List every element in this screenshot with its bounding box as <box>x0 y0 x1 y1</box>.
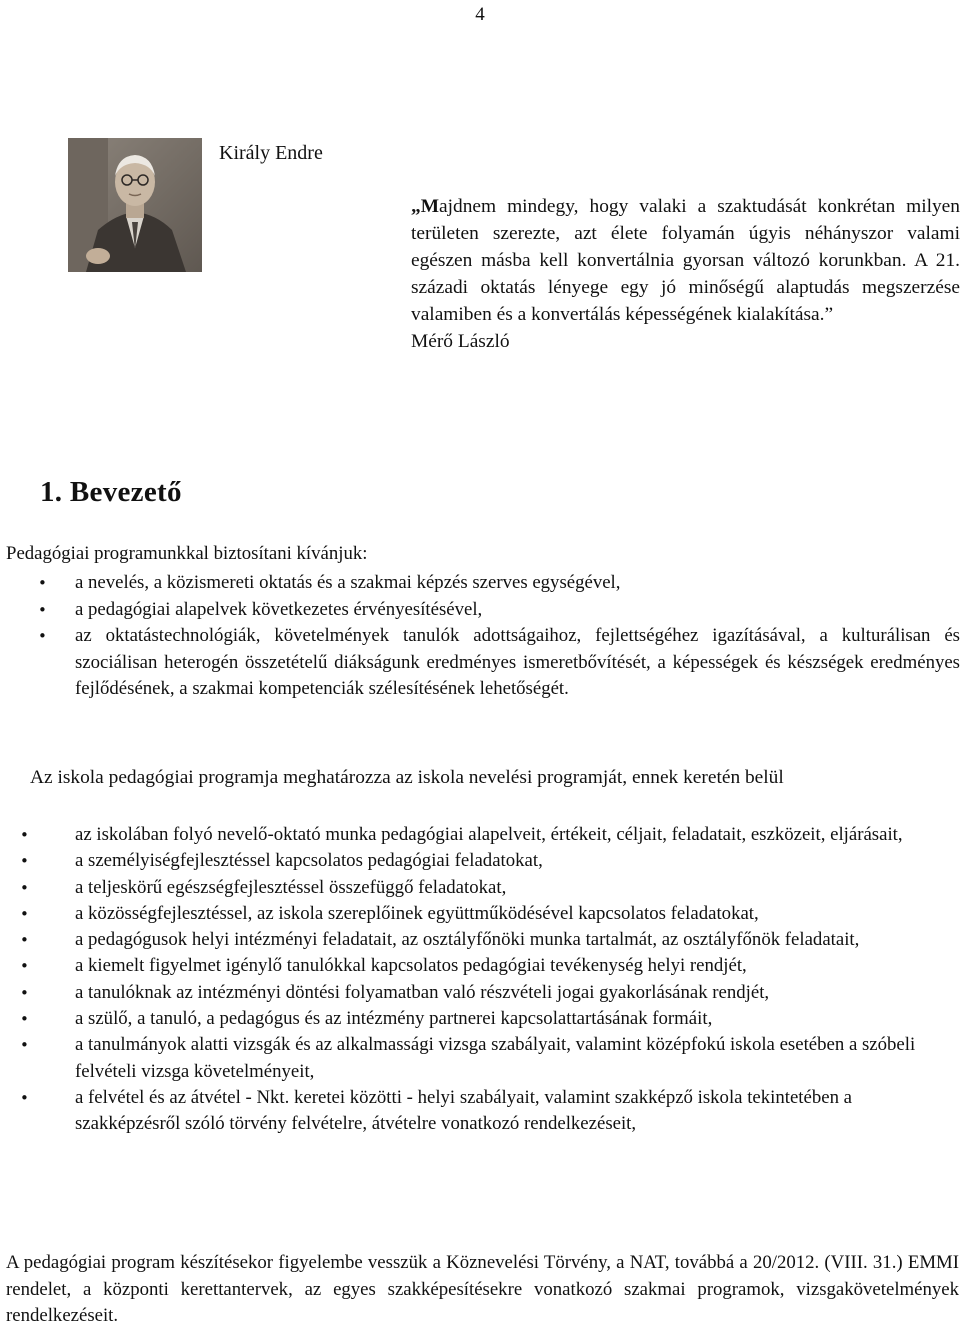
section-heading: 1. Bevezető <box>40 476 182 508</box>
portrait-photo <box>68 138 202 272</box>
list-item: • a teljeskörű egészségfejlesztéssel összefüggő feladatokat, <box>0 875 960 901</box>
motto-quote <box>411 193 960 355</box>
list-item: • a szülő, a tanuló, a pedagógus és az intézmény partnerei kapcsolattartásának formáit, <box>0 1006 960 1032</box>
closing-paragraph: A pedagógiai program készítésekor figyelembe vesszük a Köznevelési Törvény, a NAT, továbbá a 20/2012. (VIII. 31.) EMMI rendelet, a központi kerettantervek, az egyes szakképesítésekre vonatkozó szakmai programok, vizsgakövetelmények rendelkezéseit. <box>6 1252 959 1326</box>
list-item: • a nevelés, a közismereti oktatás és a szakmai képzés szerves egységével, <box>0 570 960 597</box>
quote-attribution: Mérő László <box>411 331 510 352</box>
list-item: • a tanulóknak az intézményi döntési folyamatban való részvételi jogai gyakorlásának rendjét, <box>0 980 960 1006</box>
list-item: • az iskolában folyó nevelő-oktató munka pedagógiai alapelveit, értékeit, céljait, feladatait, eszközeit, eljárásait, <box>0 822 960 848</box>
author-portrait <box>68 138 202 272</box>
list-item: • a közösségfejlesztéssel, az iskola szereplőinek együttműködésével kapcsolatos feladatokat, <box>0 901 960 927</box>
list-item: • a kiemelt figyelmet igénylő tanulókkal kapcsolatos pedagógiai tevékenység helyi rendjét, <box>0 953 960 979</box>
list-item: • a pedagógiai alapelvek következetes érvényesítésével, <box>0 597 960 624</box>
list-item: • a tanulmányok alatti vizsgák és az alkalmassági vizsga szabályait, valamint középfokú iskola esetében a szóbeli felvételi vizsga követelményeit, <box>0 1032 960 1085</box>
list-item: • a személyiségfejlesztéssel kapcsolatos pedagógiai feladatokat, <box>0 848 960 874</box>
goals-list <box>0 570 960 703</box>
program-contents-list <box>0 822 960 1138</box>
list-item: • a felvétel és az átvétel - Nkt. keretei közötti - helyi szabályait, valamint szakképző iskola tekintetében a szakképzésről szóló törvény felvételre, átvételre vonatkozó rendelkezéseit, <box>0 1085 960 1138</box>
intro-text: Pedagógiai programunkkal biztosítani kívánjuk: <box>6 543 368 564</box>
list-item: • az oktatástechnológiák, követelmények tanulók adottságaihoz, fejlettségéhez igazításával, a kulturálisan és szociálisan heterogén összetételű diákságunk eredményes ismeretbővítését, a képességek és készségek eredményes fejlődésének, a szakmai kompetenciák szélesítésének lehetőségét. <box>0 623 960 703</box>
list-item: • a pedagógusok helyi intézményi feladatait, az osztályfőnöki munka tartalmát, az osztályfőnök feladatait, <box>0 927 960 953</box>
page-number: 4 <box>475 4 485 25</box>
quote-first-letter: „M <box>411 196 439 217</box>
quote-text: ajdnem mindegy, hogy valaki a szaktudását konkrétan milyen területen szerezte, azt élete folyamán úgyis néhányszor valami egészen másba kell konvertálnia gyorsan változó korunkban. A 21. századi oktatás lényege egy jó minőségű alaptudás megszerzése valamiben és a konvertálás képességének kialakítása.” <box>411 196 960 325</box>
author-name: Király Endre <box>219 142 323 164</box>
program-lead: Az iskola pedagógiai programja meghatározza az iskola nevelési programját, ennek keretén belül <box>30 767 784 788</box>
